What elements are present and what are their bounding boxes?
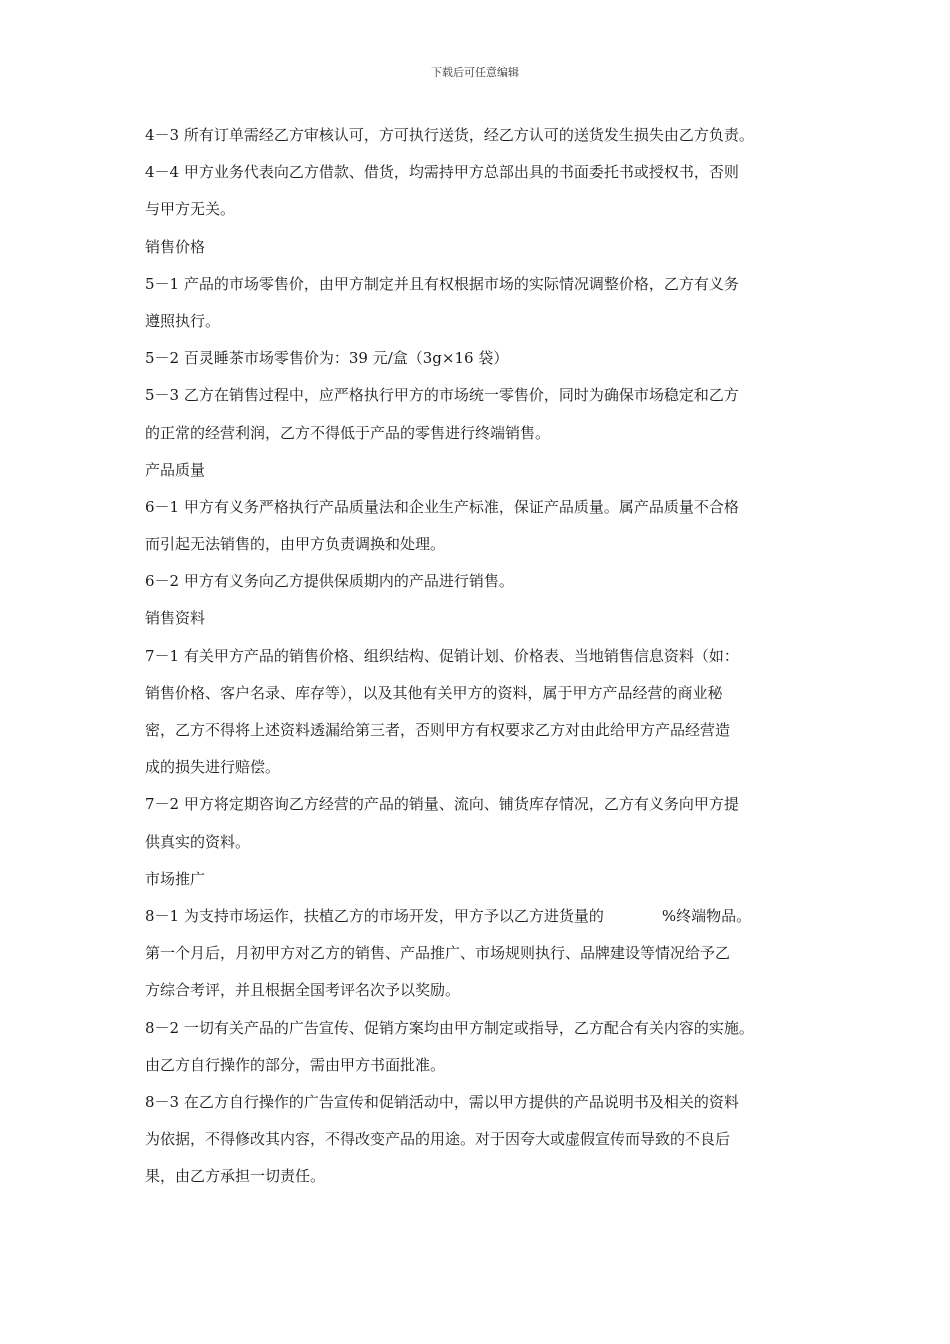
clause-5-1-line-2: 遵照执行。 bbox=[145, 311, 221, 330]
clause-5-2-line: 5－2 百灵睡茶市场零售价为：39 元/盒（3g×16 袋） bbox=[145, 349, 509, 368]
clause-8-1-line-2: 第一个月后，月初甲方对乙方的销售、产品推广、市场规则执行、品牌建设等情况给予乙 bbox=[145, 944, 731, 963]
section-heading-market-promotion: 市场推广 bbox=[145, 869, 206, 888]
clause-6-2-line: 6－2 甲方有义务向乙方提供保质期内的产品进行销售。 bbox=[145, 572, 514, 591]
section-heading-product-quality: 产品质量 bbox=[145, 460, 206, 479]
clause-8-1-suffix: %终端物品。 bbox=[661, 906, 752, 925]
clause-8-3-line-1: 8－3 在乙方自行操作的广告宣传和促销活动中，需以甲方提供的产品说明书及相关的资料 bbox=[145, 1092, 739, 1111]
clause-8-1-line-1 bbox=[145, 905, 810, 942]
clause-8-3-line-2: 为依据，不得修改其内容，不得改变产品的用途。对于因夸大或虚假宣传而导致的不良后 bbox=[145, 1130, 731, 1149]
clause-7-2-line-2: 供真实的资料。 bbox=[145, 832, 251, 851]
clause-8-1-text: 8－1 为支持市场运作，扶植乙方的市场开发，甲方予以乙方进货量的 bbox=[145, 906, 604, 925]
clause-7-2-line-1: 7－2 甲方将定期咨询乙方经营的产品的销量、流向、铺货库存情况，乙方有义务向甲方提 bbox=[145, 795, 739, 814]
clause-7-1-line-4: 成的损失进行赔偿。 bbox=[145, 758, 281, 777]
clause-4-4-line-2: 与甲方无关。 bbox=[145, 200, 236, 219]
section-heading-sales-price: 销售价格 bbox=[145, 237, 206, 256]
section-heading-sales-materials: 销售资料 bbox=[145, 609, 206, 628]
clause-8-2-line-1: 8－2 一切有关产品的广告宣传、促销方案均由甲方制定或指导，乙方配合有关内容的实施。 bbox=[145, 1018, 754, 1037]
clause-7-1-line-2: 销售价格、客户名录、库存等），以及其他有关甲方的资料，属于甲方产品经营的商业秘 bbox=[145, 683, 723, 702]
clause-4-4-line-1: 4－4 甲方业务代表向乙方借款、借货，均需持甲方总部出具的书面委托书或授权书，否则 bbox=[145, 163, 739, 182]
page-header: 下载后可任意编辑 bbox=[431, 66, 519, 79]
clause-7-1-line-3: 密，乙方不得将上述资料透漏给第三者，否则甲方有权要求乙方对由此给甲方产品经营造 bbox=[145, 721, 731, 739]
clause-5-3-line-1: 5－3 乙方在销售过程中，应严格执行甲方的市场统一零售价，同时为确保市场稳定和乙方 bbox=[145, 386, 739, 405]
clause-7-1-line-1: 7－1 有关甲方产品的销售价格、组织结构、促销计划、价格表、当地销售信息资料（如： bbox=[145, 646, 739, 665]
clause-5-3-line-2: 的正常的经营利润，乙方不得低于产品的零售进行终端销售。 bbox=[145, 423, 551, 442]
clause-5-1-line-1: 5－1 产品的市场零售价，由甲方制定并且有权根据市场的实际情况调整价格，乙方有义务 bbox=[145, 274, 739, 293]
clause-8-1-line-3: 方综合考评，并且根据全国考评名次予以奖励。 bbox=[145, 981, 461, 1000]
clause-6-1-line-1: 6－1 甲方有义务严格执行产品质量法和企业生产标准，保证产品质量。属产品质量不合格 bbox=[145, 497, 739, 516]
clause-4-3-line: 4－3 所有订单需经乙方审核认可，方可执行送货，经乙方认可的送货发生损失由乙方负责。 bbox=[145, 126, 754, 144]
clause-8-2-line-2: 由乙方自行操作的部分，需由甲方书面批准。 bbox=[145, 1055, 446, 1074]
clause-6-1-line-2: 而引起无法销售的，由甲方负责调换和处理。 bbox=[145, 535, 446, 554]
document-body bbox=[145, 124, 810, 1202]
clause-8-3-line-3: 果，由乙方承担一切责任。 bbox=[145, 1167, 326, 1186]
